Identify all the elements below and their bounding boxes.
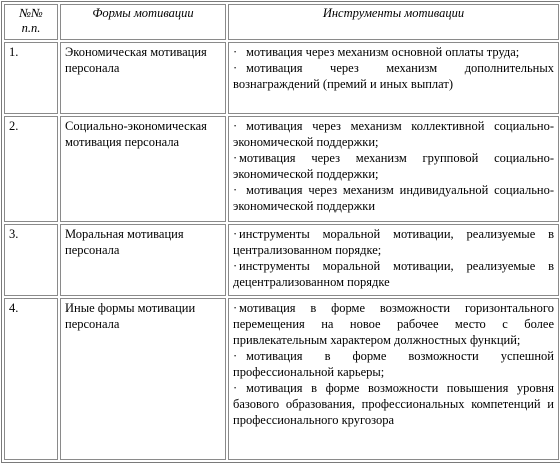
row-form: Иные формы мотивации персонала	[60, 298, 226, 460]
row-form: Экономическая мотивация персонала	[60, 42, 226, 114]
tool-item: · инструменты моральной мотивации, реализуемые в централизованном порядке;	[233, 227, 554, 257]
tool-item: · мотивация в форме возможности повышения уровня базового образования, профессиональных компетенций и профессионального кругозора	[233, 381, 554, 427]
bullet-mark: ·	[233, 151, 238, 165]
bullet-mark: ·	[233, 301, 238, 315]
table-row	[4, 298, 559, 460]
tool-item: · мотивация через механизм основной оплаты труда;	[233, 45, 520, 59]
tool-item: · мотивация в форме возможности горизонтального перемещения на новое рабочее место с более привлекательным характером должностных функций;	[233, 301, 554, 347]
bullet-mark: ·	[233, 45, 238, 59]
header-tools: Инструменты мотивации	[228, 4, 559, 40]
row-tools	[228, 42, 559, 114]
bullet-mark: ·	[233, 259, 238, 273]
tool-item: · мотивация через механизм дополнительных вознаграждений (премий и иных выплат)	[233, 61, 554, 91]
table-header-row	[4, 4, 559, 40]
bullet-mark: ·	[233, 183, 238, 197]
tool-item: · мотивация в форме возможности успешной профессиональной карьеры;	[233, 349, 554, 379]
row-number: 3.	[4, 224, 58, 296]
row-tools	[228, 116, 559, 222]
header-form: Формы мотивации	[60, 4, 226, 40]
header-number: №№ п.п.	[4, 4, 58, 40]
bullet-mark: ·	[233, 349, 238, 363]
table-row	[4, 116, 559, 222]
row-tools	[228, 298, 559, 460]
row-number: 1.	[4, 42, 58, 114]
row-form: Социально-экономическая мотивация персонала	[60, 116, 226, 222]
table-row	[4, 42, 559, 114]
bullet-mark: ·	[233, 61, 238, 75]
row-number: 4.	[4, 298, 58, 460]
row-number: 2.	[4, 116, 58, 222]
row-form: Моральная мотивация персонала	[60, 224, 226, 296]
bullet-mark: ·	[233, 227, 238, 241]
tool-item: · инструменты моральной мотивации, реализуемые в децентрализованном порядке	[233, 259, 554, 289]
bullet-mark: ·	[233, 381, 238, 395]
tool-item: · мотивация через механизм коллективной социально-экономической поддержки;	[233, 119, 554, 149]
tool-item: · мотивация через механизм индивидуальной социально-экономической поддержки	[233, 183, 554, 213]
bullet-mark: ·	[233, 119, 238, 133]
motivation-table	[1, 1, 560, 463]
row-tools	[228, 224, 559, 296]
tool-item: · мотивация через механизм групповой социально-экономической поддержки;	[233, 151, 554, 181]
table-row	[4, 224, 559, 296]
